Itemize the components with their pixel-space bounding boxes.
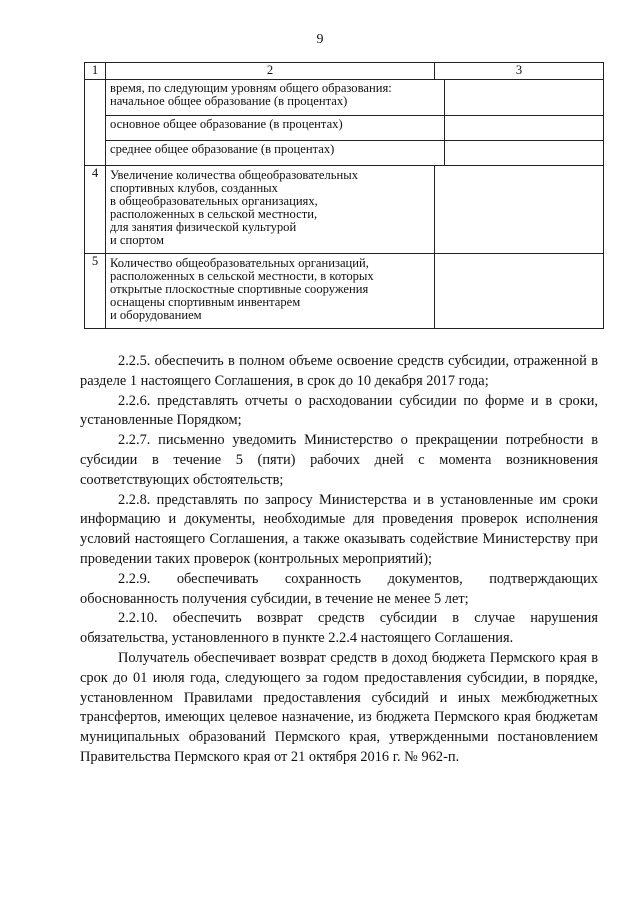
row-text-line: расположенных в сельской местности, в которых bbox=[110, 269, 374, 283]
row-number bbox=[85, 80, 106, 166]
row-text-line: для занятия физической культурой bbox=[110, 220, 297, 234]
row-text bbox=[106, 166, 435, 254]
row-number: 4 bbox=[85, 166, 106, 254]
clause-2-2-8: 2.2.8. представлять по запросу Министерства и в установленные им сроки информацию и документы, необходимые для проведения проверок исполнения условий настоящего Соглашения, а также оказывать содействие Министерству при проведении таких проверок (контрольных мероприятий); bbox=[80, 491, 598, 567]
row-text-line: расположенных в сельской местности, bbox=[110, 207, 318, 221]
clause-2-2-5: 2.2.5. обеспечить в полном объеме освоение средств субсидии, отраженной в разделе 1 настоящего Соглашения, в срок до 10 декабря 2017 года; bbox=[80, 353, 598, 389]
row-number: 5 bbox=[85, 254, 106, 329]
row-text-line: в общеобразовательных организациях, bbox=[110, 194, 318, 208]
sub-row-secondary-value bbox=[445, 141, 604, 166]
row-text bbox=[106, 254, 435, 329]
clause-2-2-6: 2.2.6. представлять отчеты о расходовании субсидии по форме и в сроки, установленные Порядком; bbox=[80, 392, 598, 429]
page-number: 9 bbox=[316, 32, 324, 47]
continuation-intro: время, по следующим уровням общего образования: bbox=[110, 81, 392, 95]
row-text-line: Увеличение количества общеобразовательных bbox=[110, 168, 359, 182]
continuation-subtable bbox=[106, 80, 603, 165]
sub-row-basic: основное общее образование (в процентах) bbox=[106, 116, 445, 141]
row-text-line: оснащены спортивным инвентарем bbox=[110, 295, 301, 309]
sub-row-basic-value bbox=[445, 116, 604, 141]
row-text-line: и спортом bbox=[110, 233, 165, 247]
table-header-row bbox=[85, 63, 604, 80]
continuation-content bbox=[106, 80, 604, 166]
agreement-body bbox=[80, 352, 598, 768]
row-text-line: спортивных клубов, созданных bbox=[110, 181, 278, 195]
header-col-2: 2 bbox=[106, 63, 435, 80]
clause-2-2-7: 2.2.7. письменно уведомить Министерство о прекращении потребности в субсидии в течение 5 (пяти) рабочих дней с момента возникновения соответствующих обстоятельств; bbox=[80, 432, 598, 488]
indicators-table bbox=[84, 62, 604, 329]
table-row-4 bbox=[85, 166, 604, 254]
table-row-continuation bbox=[85, 80, 604, 166]
sub-row-primary: начальное общее образование (в процентах) bbox=[110, 94, 348, 108]
row-text-line: открытые плоскостные спортивные сооружения bbox=[110, 282, 369, 296]
continuation-intro-text bbox=[106, 80, 445, 116]
sub-row-secondary: среднее общее образование (в процентах) bbox=[106, 141, 445, 166]
clause-2-2-10: 2.2.10. обеспечить возврат средств субсидии в случае нарушения обязательства, установленного в пункте 2.2.4 настоящего Соглашения. bbox=[80, 610, 598, 647]
header-col-1: 1 bbox=[85, 63, 106, 80]
table-row-5 bbox=[85, 254, 604, 329]
clause-2-2-9: 2.2.9. обеспечивать сохранность документов, подтверждающих обоснованность получения субсидии, в течение не менее 5 лет; bbox=[80, 570, 598, 607]
row-value bbox=[435, 166, 604, 254]
row-value bbox=[435, 254, 604, 329]
refund-paragraph: Получатель обеспечивает возврат средств в доход бюджета Пермского края в срок до 01 июля года, следующего за годом предоставления субсидии, в порядке, установленном Правилами предоставления субсидий и иных межбюджетных трансфертов, имеющих целевое назначение, из бюджета Пермского края бюджетам муниципальных образований Пермского края, утвержденными постановлением Правительства Пермского края от 21 октября 2016 г. № 962-п. bbox=[80, 649, 598, 765]
sub-row-primary-value bbox=[445, 80, 604, 116]
row-text-line: и оборудованием bbox=[110, 308, 202, 322]
row-text-line: Количество общеобразовательных организаций, bbox=[110, 256, 369, 270]
header-col-3: 3 bbox=[435, 63, 604, 80]
